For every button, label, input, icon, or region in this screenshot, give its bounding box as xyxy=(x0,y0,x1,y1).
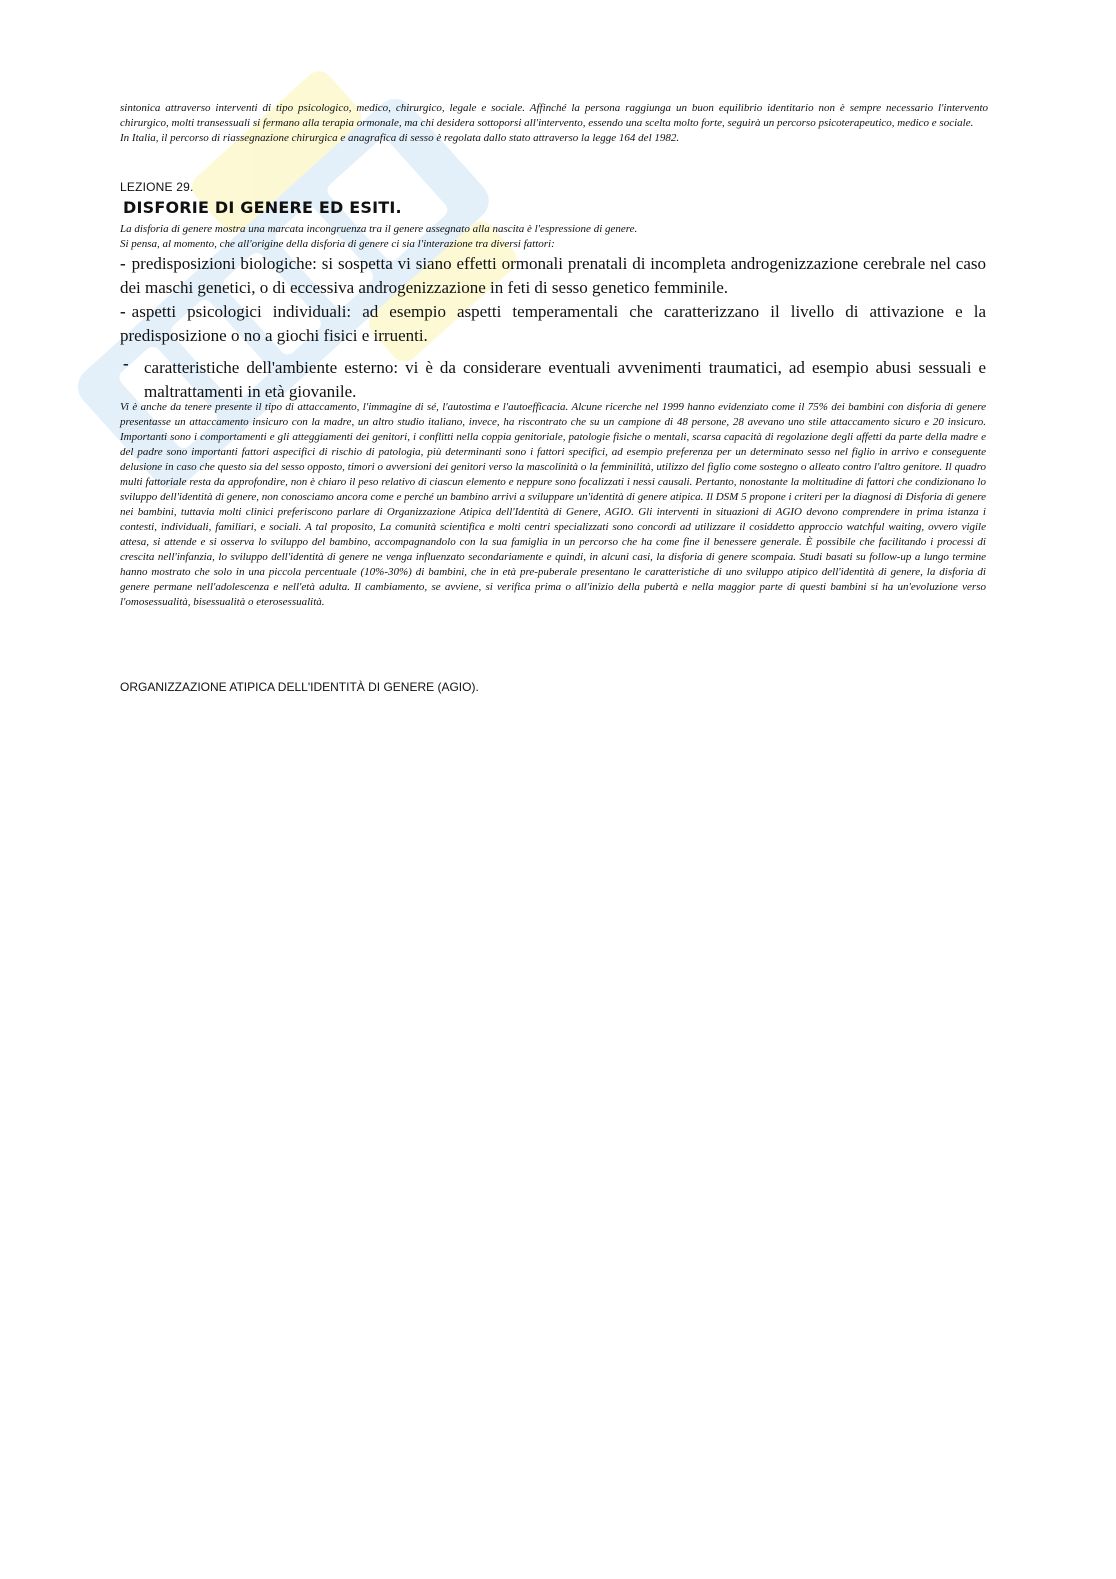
factor-text: caratteristiche dell'ambiente esterno: vi è da considerare eventuali avvenimenti traumatici, ad esempio abusi sessuali e maltrattamenti in età giovanile. xyxy=(144,358,986,401)
intro-definition: La disforia di genere mostra una marcata incongruenza tra il genere assegnato alla nascita è l'espressione di genere. xyxy=(120,223,638,235)
law-paragraph: In Italia, il percorso di riassegnazione chirurgica e anagrafica di sesso è regolata dallo stato attraverso la legge 164 del 1982. xyxy=(120,132,680,144)
body-paragraph: Vi è anche da tenere presente il tipo di attaccamento, l'immagine di sé, l'autostima e l'autoefficacia. Alcune ricerche nel 1999 hanno evidenziato come il 75% dei bambini con disforia di genere presentasse un attaccamento insicuro con la madre, un altro studio italiano, invece, ha riscontrato che su un campione di 48 persone, 28 avevano uno stile attaccamento sicuro e 20 insicuro. Importanti sono i comportamenti e gli atteggiamenti dei genitori, i conflitti nella coppia genitoriale, patologie fisiche o mentali, scarsa capacità di regolazione degli affetti da parte della madre e del padre sono importanti fattori aspecifici di rischio di patologia, più determinanti sono i fattori specifici, ad esempio preferenza per un determinato sesso nel figlio in arrivo e conseguente delusione in caso che questo sia del sesso opposto, timori o avversioni dei genitori verso la mascolinità o la femminilità, utilizzo del figlio come sostegno o alleato contro l'altro genitore. Il quadro multi fattoriale resta da approfondire, non è chiaro il peso relativo di ciascun elemento e neppure sono focalizzati i nessi causali. Pertanto, nonostante la moltitudine di fattori che condizionano lo sviluppo dell'identità di genere, non conosciamo ancora come e perché un bambino arrivi a sviluppare un'identità di genere atipica. Il DSM 5 propone i criteri per la diagnosi di Disforia di genere nei bambini, tuttavia molti clinici preferiscono parlare di Organizzazione Atipica dell'Identità di Genere, AGIO. Gli interventi in situazioni di AGIO devono comprendere in prima istanza i contesti, individuali, familiari, e sociali. A tal proposito, La comunità scientifica e molti centri specializzati sono concordi ad utilizzare il cosiddetto approccio watchful waiting, ovvero vigile attesa, si attende e si osserva lo sviluppo del bambino, accompagnandolo con la sua famiglia in un percorso che ha come fine il benessere generale. È possibile che facilitando i processi di crescita nell'infanzia, lo sviluppo dell'identità di genere ne venga influenzato secondariamente e quindi, in alcuni casi, la disforia di genere scompaia. Studi basati su follow-up a lungo termine hanno mostrato che solo in una piccola percentuale (10%-30%) di bambini, che in età pre-puberale presentano le caratteristiche di uno sviluppo atipico dell'identità di genere, la disforia di genere permane nell'adolescenza e nell'età adulta. Il cambiamento, se avviene, si verifica prima o all'inizio della pubertà e nella maggior parte di questi bambini si ha un'evoluzione verso l'omosessualità, bisessualità o eterosessualità. xyxy=(120,401,986,608)
bullet-dash: - xyxy=(123,354,129,373)
factor-item-biological xyxy=(120,252,986,300)
factor-text: predisposizioni biologiche: si sospetta vi siano effetti ormonali prenatali di incompleta androgenizzazione cerebrale nel caso dei maschi genetici, o di eccessiva androgenizzazione in feti di sesso genetico femminile. xyxy=(120,254,986,297)
factors-list xyxy=(120,252,986,404)
bullet-dash: - xyxy=(120,302,126,321)
bullet-dash: - xyxy=(120,254,126,273)
top-paragraph: sintonica attraverso interventi di tipo psicologico, medico, chirurgico, legale e sociale. Affinché la persona raggiunga un buon equilibrio identitario non è sempre necessario l'intervento chirurgico, molti transessuali si fermano alla terapia ormonale, ma chi desidera sottoporsi all'intervento, essendo una scelta molto forte, seguirà un percorso psicoterapeutico, medico e sociale. xyxy=(120,102,988,129)
section-title: DISFORIE DI GENERE ED ESITI. xyxy=(123,198,402,217)
intro-block xyxy=(120,222,988,252)
factor-text: aspetti psicologici individuali: ad esempio aspetti temperamentali che caratterizzano il livello di attivazione e la predisposizione o no a giochi fisici e irruenti. xyxy=(120,302,986,345)
top-text-block xyxy=(120,101,988,146)
subheading-agio: ORGANIZZAZIONE ATIPICA DELL'IDENTITÀ DI GENERE (AGIO). xyxy=(120,680,479,694)
body-text-block xyxy=(120,400,986,610)
lesson-label: LEZIONE 29. xyxy=(120,180,194,194)
factor-item-environment xyxy=(120,356,986,404)
factor-item-psychological xyxy=(120,300,986,348)
intro-factors-lead: Si pensa, al momento, che all'origine della disforia di genere ci sia l'interazione tra diversi fattori: xyxy=(120,238,555,250)
